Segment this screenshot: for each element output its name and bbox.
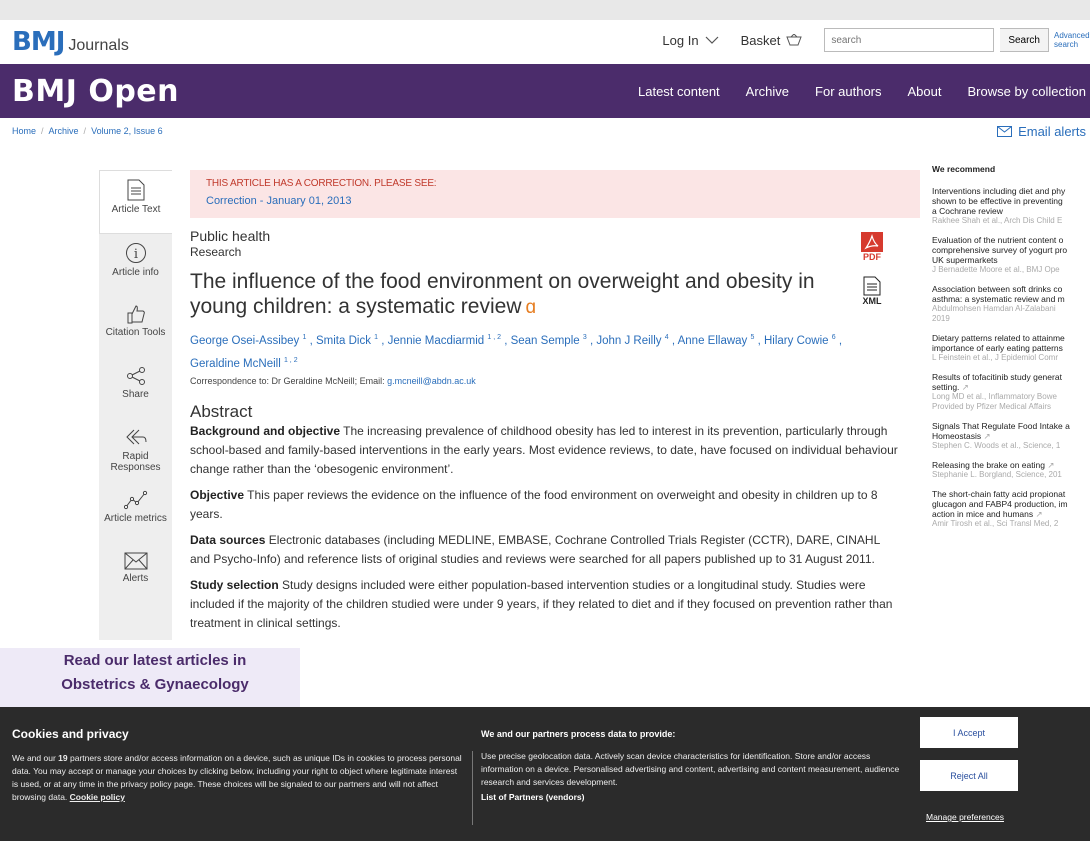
author-list: George Osei-Assibey $^1$ , Smita Dick $^1$ , Jennie Macdiarmid $^{1 , 2}$ , Sean Semple $^3$ , John J Reilly $^4$ , Anne Ellaway $^5$ , Hilary Cowie $^6$ , Geraldine McNeill $^{1 , 2}$: [190, 334, 843, 370]
recommendation-item[interactable]: [932, 489, 1090, 529]
chevron-down-icon: [705, 36, 719, 45]
cookie-info: [12, 727, 462, 804]
recommendation-title: The short-chain fatty acid propionat: [932, 489, 1066, 499]
xml-download[interactable]: [858, 276, 886, 306]
sidebar-item-label: Share: [122, 389, 149, 400]
basket-icon: [786, 34, 802, 46]
abstract-text: Electronic databases (including MEDLINE, EMBASE, Cochrane Controlled Trials Register (CCTR), DARE, CINAHL and Psycho-Info) and reference lists of original studies and reviews were searched for all papers published up to 31 August 2011.: [190, 532, 880, 566]
author-affiliation: 1: [374, 334, 379, 341]
breadcrumb-separator: /: [41, 126, 44, 136]
article-body: [190, 228, 900, 640]
recommendation-meta: Long MD et al., Inflammatory Bowe: [932, 392, 1057, 401]
cookie-body-pre: We and our: [12, 753, 56, 763]
recommendation-item[interactable]: [932, 333, 1090, 363]
sidebar-item-article-text[interactable]: [99, 170, 172, 234]
recommendation-title: Dietary patterns related to attainme: [932, 333, 1065, 343]
journal-title[interactable]: BMJ Open: [12, 73, 180, 109]
pdf-download[interactable]: [858, 232, 886, 262]
recommendation-meta: J Bernadette Moore et al., BMJ Ope: [932, 265, 1060, 274]
author-link[interactable]: Smita Dick: [316, 334, 371, 347]
cookie-process-text: Use precise geolocation data. Actively scan device characteristics for identification. Store and/or access information on a device. Personalised advertising and content, advertising and content measurement, audience research and services development.: [481, 751, 900, 787]
manage-preferences-link[interactable]: Manage preferences: [926, 812, 1004, 822]
envelope-icon: [124, 552, 148, 570]
sidebar-item-label: Citation Tools: [105, 327, 166, 338]
journal-menu: [638, 64, 1090, 118]
pdf-icon: [861, 232, 883, 252]
nav-about[interactable]: About: [907, 83, 942, 99]
sidebar-item-label: Alerts: [122, 573, 149, 584]
recommendation-title: a Cochrane review: [932, 206, 1003, 216]
search-button[interactable]: Search: [1000, 28, 1049, 52]
open-access-icon: ɑ: [525, 297, 537, 318]
recommendation-title: Interventions including diet and phy: [932, 186, 1066, 196]
recommendation-title: UK supermarkets: [932, 255, 998, 265]
correction-link[interactable]: Correction - January 01, 2013: [206, 195, 352, 207]
breadcrumb-archive[interactable]: Archive: [48, 126, 79, 136]
recommendation-title-text: setting.: [932, 382, 960, 392]
breadcrumb-issue[interactable]: Volume 2, Issue 6: [91, 126, 163, 136]
partners-list-link[interactable]: List of Partners (vendors): [481, 792, 585, 802]
download-links: [858, 232, 886, 306]
author-affiliation: 5: [750, 334, 755, 341]
recommendation-title: [932, 509, 1090, 519]
recommendation-meta: Stephanie L. Borgland, Science, 201: [932, 470, 1062, 479]
main-content: [0, 144, 1090, 694]
recommendation-item[interactable]: [932, 372, 1090, 412]
abstract-paragraph: [190, 531, 900, 569]
correspondence-text: Correspondence to: Dr Geraldine McNeill; Email:: [190, 375, 385, 386]
cookie-partners-count: 19: [58, 753, 68, 763]
sidebar-item-label: Article info: [112, 267, 159, 278]
recommendation-meta: Abdulmohsen Hamdan Al-Zalabani: [932, 304, 1056, 313]
cookie-policy-link[interactable]: [70, 792, 125, 802]
sidebar-item-label: Article metrics: [104, 513, 167, 524]
abstract-label: Objective: [190, 487, 245, 502]
abstract-heading: Abstract: [190, 401, 253, 421]
author-link[interactable]: Geraldine McNeill: [190, 357, 281, 370]
email-alerts-label: Email alerts: [1018, 124, 1086, 139]
correspondence: [190, 376, 900, 386]
svg-text:i: i: [133, 247, 138, 262]
cookie-processing-info: [481, 729, 901, 802]
breadcrumb: [0, 118, 1090, 144]
author-affiliation: 1: [302, 334, 307, 341]
promo-line-1: Read our latest articles in: [63, 652, 247, 669]
recommendation-title: Association between soft drinks co: [932, 284, 1063, 294]
recommendation-title: Results of tofacitinib study generat: [932, 372, 1062, 382]
browser-top-strip: [0, 0, 1090, 20]
abstract-label: Study selection: [190, 577, 279, 592]
sidebar-item-article-info[interactable]: [99, 234, 172, 296]
recommendation-meta: Rakhee Shah et al., Arch Dis Child E: [932, 216, 1063, 225]
reject-cookies-button[interactable]: Reject All: [920, 760, 1018, 791]
sidebar-item-alerts[interactable]: [99, 544, 172, 606]
document-icon: [127, 179, 145, 201]
abstract-text: This paper reviews the evidence on the influence of the food environment on overweight and obesity in children up to 8 years.: [190, 487, 878, 521]
accept-cookies-button[interactable]: I Accept: [920, 717, 1018, 748]
recommendations-panel: [932, 164, 1090, 538]
recommendation-title-text: Homeostasis: [932, 431, 982, 441]
cookie-title: Cookies and privacy: [12, 727, 129, 741]
recommendations-heading: We recommend: [932, 164, 996, 174]
logo-journals: Journals: [68, 37, 129, 54]
sidebar-item-citation-tools[interactable]: [99, 296, 172, 358]
metrics-icon: [124, 490, 148, 510]
author-link[interactable]: John J Reilly: [596, 334, 662, 347]
recommendation-title: [932, 431, 1090, 441]
xml-label: XML: [862, 296, 882, 306]
author-affiliation: 3: [582, 334, 587, 341]
recommendation-title: shown to be effective in preventing: [932, 196, 1063, 206]
info-icon: [125, 242, 147, 264]
search-input[interactable]: [824, 28, 994, 52]
abstract-paragraph: [190, 576, 900, 633]
cookie-divider: [472, 751, 473, 825]
recommendation-title: Evaluation of the nutrient content o: [932, 235, 1064, 245]
login-label: Log In: [662, 32, 699, 48]
cookie-consent-banner: [0, 707, 1090, 841]
recommendation-title-text: Releasing the brake on eating: [932, 460, 1045, 470]
author-affiliation: 6: [831, 334, 836, 341]
author-link[interactable]: Jennie Macdiarmid: [387, 334, 485, 347]
author-affiliation: 1 , 2: [283, 356, 298, 364]
recommendation-meta: Amir Tirosh et al., Sci Transl Med, 2: [932, 519, 1059, 528]
cookie-policy-text: Cookie policy: [69, 792, 125, 802]
external-link-icon: ↗: [1047, 460, 1055, 470]
author-link[interactable]: Hilary Cowie: [764, 334, 829, 347]
recommendation-title: glucagon and FABP4 production, im: [932, 499, 1068, 509]
recommendation-meta: 2019: [932, 314, 950, 323]
sidebar-item-rapid-responses[interactable]: [99, 420, 172, 482]
sidebar-item-share[interactable]: [99, 358, 172, 420]
article-sidebar: [99, 170, 172, 640]
breadcrumb-separator: /: [83, 126, 87, 136]
external-link-icon: ↗: [961, 382, 969, 392]
recommendation-item[interactable]: [932, 460, 1090, 480]
correction-notice: [190, 170, 920, 218]
abstract-text: Study designs included were either population-based intervention studies or a longitudinal study. Studies were included if the majority of the children studied were under 9 years, if they related to diet and if they focused on prevention rather than treatment in clinical settings.: [190, 577, 893, 630]
article-section: Public health: [190, 228, 271, 244]
logo-bmj: BMJ: [12, 27, 65, 57]
rapid-responses-icon: [125, 428, 147, 448]
breadcrumb-home[interactable]: Home: [12, 126, 37, 136]
correction-heading: THIS ARTICLE HAS A CORRECTION. PLEASE SEE:: [206, 178, 437, 189]
sidebar-item-label: Rapid Responses: [110, 451, 161, 473]
author-link[interactable]: Sean Semple: [510, 334, 580, 347]
correspondence-email[interactable]: g.mcneill@abdn.ac.uk: [387, 375, 476, 386]
basket-label: Basket: [740, 32, 781, 48]
recommendation-item[interactable]: [932, 284, 1090, 324]
citation-icon: [125, 304, 147, 324]
cookie-body: [12, 752, 462, 804]
cookie-body-post: partners store and/or access information on a device, such as unique IDs in cookies to process personal data. You may accept or manage your choices by clicking below, including your right to object where legitimate interest is used, or at any time in the privacy policy page. These choices will be signaled to our partners and will not affect browsing data.: [12, 753, 462, 802]
recommendation-title-text: action in mice and humans: [932, 509, 1034, 519]
sidebar-item-article-metrics[interactable]: [99, 482, 172, 544]
abstract: [190, 422, 900, 633]
author-link[interactable]: George Osei-Assibey: [190, 334, 300, 347]
article-subsection: Research: [190, 245, 242, 259]
recommendation-item[interactable]: [932, 235, 1090, 275]
abstract-label: Background and objective: [190, 423, 341, 438]
author-affiliation: 1 , 2: [487, 334, 501, 341]
recommendation-title: Signals That Regulate Food Intake a: [932, 421, 1070, 431]
nav-archive[interactable]: Archive: [745, 83, 790, 99]
pdf-label: PDF: [863, 252, 881, 262]
recommendation-meta: Provided by Pfizer Medical Affairs: [932, 402, 1052, 411]
author-link[interactable]: Anne Ellaway: [677, 334, 748, 347]
nav-browse-by-collection[interactable]: Browse by collection: [967, 83, 1086, 99]
xml-icon: [863, 276, 881, 296]
author-affiliation: 4: [664, 334, 669, 341]
sidebar-item-label: Article Text: [111, 204, 161, 215]
external-link-icon: ↗: [1035, 509, 1043, 519]
email-alerts-link[interactable]: [997, 124, 1086, 139]
recommendation-title: [932, 382, 1090, 392]
login-link[interactable]: [662, 33, 718, 48]
advanced-search-link[interactable]: Advanced search: [1054, 31, 1090, 49]
utility-bar: [0, 20, 1090, 64]
basket-link[interactable]: [741, 33, 803, 48]
abstract-text: The increasing prevalence of childhood obesity has led to interest in its prevention, particularly through school-based and family-based interventions in the early years. Most evidence reviews, to date, have focused on individual behaviour change rather than the ‘obesogenic environment’.: [190, 423, 898, 476]
recommendation-title: comprehensive survey of yogurt pro: [932, 245, 1068, 255]
journal-nav-bar: [0, 64, 1090, 118]
nav-for-authors[interactable]: For authors: [815, 83, 882, 99]
recommendation-meta: L Feinstein et al., J Epidemiol Comr: [932, 353, 1058, 362]
recommendation-item[interactable]: [932, 421, 1090, 451]
abstract-label: Data sources: [190, 532, 266, 547]
recommendation-title: asthma: a systematic review and m: [932, 294, 1065, 304]
promo-line-2: Obstetrics & Gynaecology: [61, 676, 249, 693]
nav-latest-content[interactable]: Latest content: [638, 83, 720, 99]
recommendation-item[interactable]: [932, 186, 1090, 226]
article-title-text: The influence of the food environment on overweight and obesity in young children: a systematic review: [190, 270, 815, 318]
article-title: [190, 269, 830, 320]
bmj-journals-logo[interactable]: [12, 27, 129, 57]
recommendation-title: importance of early eating patterns: [932, 343, 1063, 353]
external-link-icon: ↗: [983, 431, 991, 441]
share-icon: [125, 366, 147, 386]
envelope-icon: [997, 126, 1012, 137]
abstract-paragraph: [190, 486, 900, 524]
recommendation-title: [932, 460, 1090, 470]
abstract-paragraph: [190, 422, 900, 479]
cookie-process-heading: We and our partners process data to provide:: [481, 729, 676, 739]
recommendation-meta: Stephen C. Woods et al., Science, 1: [932, 441, 1061, 450]
